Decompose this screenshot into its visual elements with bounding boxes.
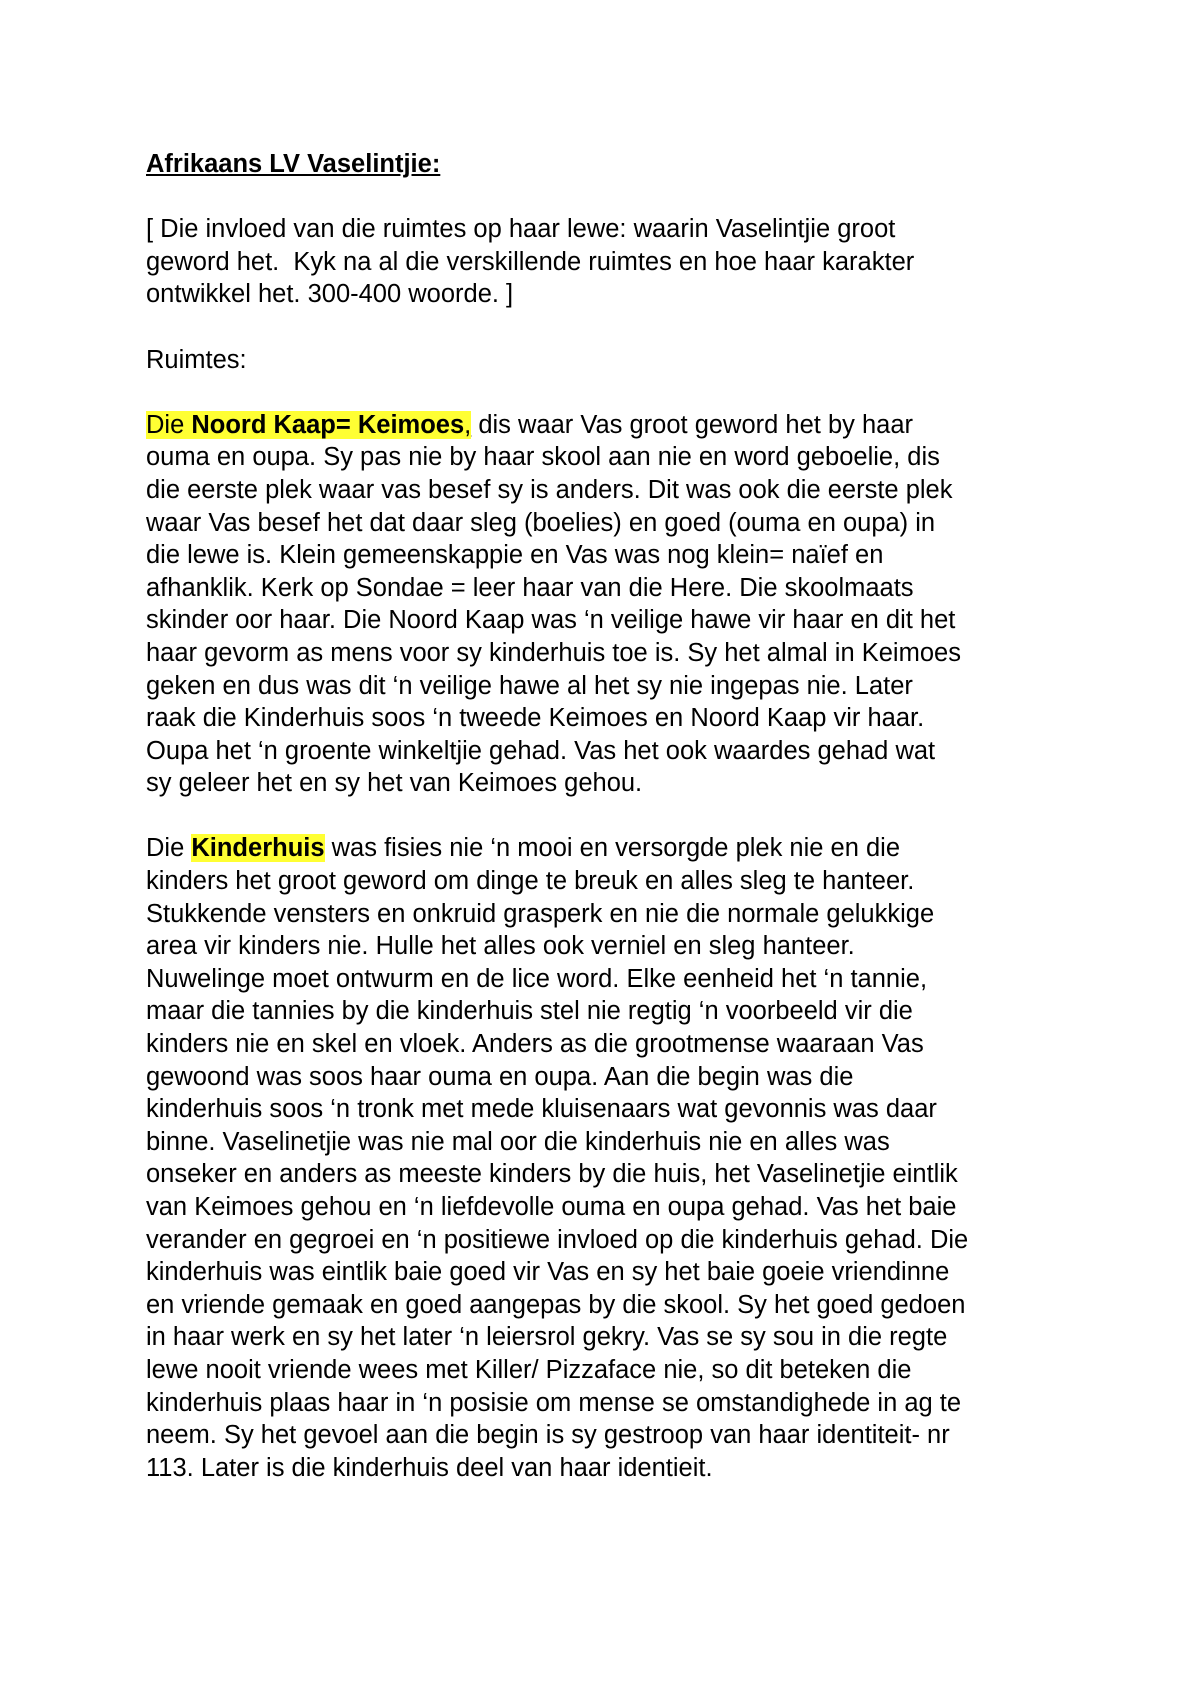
spacer — [146, 181, 1086, 214]
paragraph-line: Nuwelinge moet ontwurm en de lice word. Elke eenheid het ‘n tannie, — [146, 964, 928, 993]
paragraph-line: Stukkende vensters en onkruid grasperk en nie die normale gelukkige — [146, 899, 935, 928]
paragraph-line: die lewe is. Klein gemeenskappie en Vas was nog klein= naïef en — [146, 541, 884, 570]
paragraph-line: ouma en oupa. Sy pas nie by haar skool aan nie en word geboelie, dis — [146, 443, 940, 472]
paragraph-line: waar Vas besef het dat daar sleg (boelies) en goed (ouma en oupa) in — [146, 508, 936, 537]
paragraph-line: raak die Kinderhuis soos ‘n tweede Keimoes en Noord Kaap vir haar. — [146, 704, 925, 733]
paragraph-line: die eerste plek waar vas besef sy is anders. Dit was ook die eerste plek — [146, 475, 953, 504]
paragraph-line: kinderhuis soos ‘n tronk met mede kluisenaars wat gevonnis was daar — [146, 1095, 937, 1124]
highlighted-place-name: Noord Kaap= Keimoes — [191, 410, 465, 439]
paragraph-line: kinders het groot geword om dinge te breuk en alles sleg te hanteer. — [146, 867, 915, 896]
highlighted-lead-word: Die — [146, 410, 192, 439]
highlighted-comma: , — [464, 410, 472, 439]
instructions-line: [ Die invloed van die ruimtes op haar lewe: waarin Vaselintjie groot — [146, 215, 896, 244]
paragraph-line: verander en gegroei en ‘n positiewe invloed op die kinderhuis gehad. Die — [146, 1225, 969, 1254]
paragraph-line: haar gevorm as mens voor sy kinderhuis toe is. Sy het almal in Keimoes — [146, 638, 961, 667]
paragraph-line: Oupa het ‘n groente winkeltjie gehad. Vas het ook waardes gehad wat — [146, 736, 936, 765]
paragraph-line: kinderhuis was eintlik baie goed vir Vas en sy het baie goeie vriendinne — [146, 1258, 950, 1287]
document-title: Afrikaans LV Vaselintjie: — [146, 150, 441, 178]
instructions-line: geword het. Kyk na al die verskillende ruimtes en hoe haar karakter — [146, 247, 915, 276]
instructions-line: ontwikkel het. 300-400 woorde. ] — [146, 280, 514, 309]
paragraph-line: area vir kinders nie. Hulle het alles ook verniel en sleg hanteer. — [146, 932, 855, 961]
spacer — [146, 311, 1086, 344]
paragraph-line: kinderhuis plaas haar in ‘n posisie om mense se omstandighede in ag te — [146, 1388, 962, 1417]
paragraph-line: en vriende gemaak en goed aangepas by die skool. Sy het goed gedoen — [146, 1290, 966, 1319]
first-line-rest: dis waar Vas groot geword het by haar — [471, 410, 914, 439]
paragraph-line: maar die tannies by die kinderhuis stel nie regtig ‘n voorbeeld vir die — [146, 997, 913, 1026]
paragraph-line: kinders nie en skel en vloek. Anders as die grootmense waaraan Vas — [146, 1030, 924, 1059]
paragraph-line: in haar werk en sy het later ‘n leiersrol gekry. Vas se sy sou in die regte — [146, 1323, 948, 1352]
paragraph-first-line — [146, 409, 1086, 442]
spacer — [146, 376, 1086, 409]
paragraph-line: gewoond was soos haar ouma en oupa. Aan die begin was die — [146, 1062, 854, 1091]
paragraph-line: afhanklik. Kerk op Sondae = leer haar van die Here. Die skoolmaats — [146, 573, 914, 602]
paragraph-line: sy geleer het en sy het van Keimoes gehou. — [146, 769, 643, 798]
paragraph-line: 113. Later is die kinderhuis deel van haar identieit. — [146, 1453, 713, 1482]
paragraph-kinderhuis — [146, 832, 1086, 1484]
instructions-block — [146, 213, 1086, 311]
paragraph-line: geken en dus was dit ‘n veilige hawe al het sy nie ingepas nie. Later — [146, 671, 913, 700]
paragraph-line: skinder oor haar. Die Noord Kaap was ‘n veilige hawe vir haar en dit het — [146, 606, 956, 635]
lead-word: Die — [146, 834, 192, 863]
paragraph-line: van Keimoes gehou en ‘n liefdevolle ouma en oupa gehad. Vas het baie — [146, 1193, 957, 1221]
paragraph-first-line — [146, 832, 1086, 865]
section-heading: Ruimtes: — [146, 345, 247, 374]
paragraph-line: onseker en anders as meeste kinders by die huis, het Vaselinetjie eintlik — [146, 1160, 958, 1189]
highlighted-place-name: Kinderhuis — [191, 834, 325, 863]
document-page — [146, 148, 1086, 1484]
first-line-rest: was fisies nie ‘n mooi en versorgde plek nie en die — [324, 834, 901, 863]
paragraph-line: neem. Sy het gevoel aan die begin is sy gestroop van haar identiteit- nr — [146, 1421, 950, 1450]
spacer — [146, 800, 1086, 833]
paragraph-noord-kaap — [146, 409, 1086, 800]
paragraph-line: binne. Vaselinetjie was nie mal oor die kinderhuis nie en alles was — [146, 1127, 890, 1156]
paragraph-line: lewe nooit vriende wees met Killer/ Pizzaface nie, so dit beteken die — [146, 1355, 912, 1384]
